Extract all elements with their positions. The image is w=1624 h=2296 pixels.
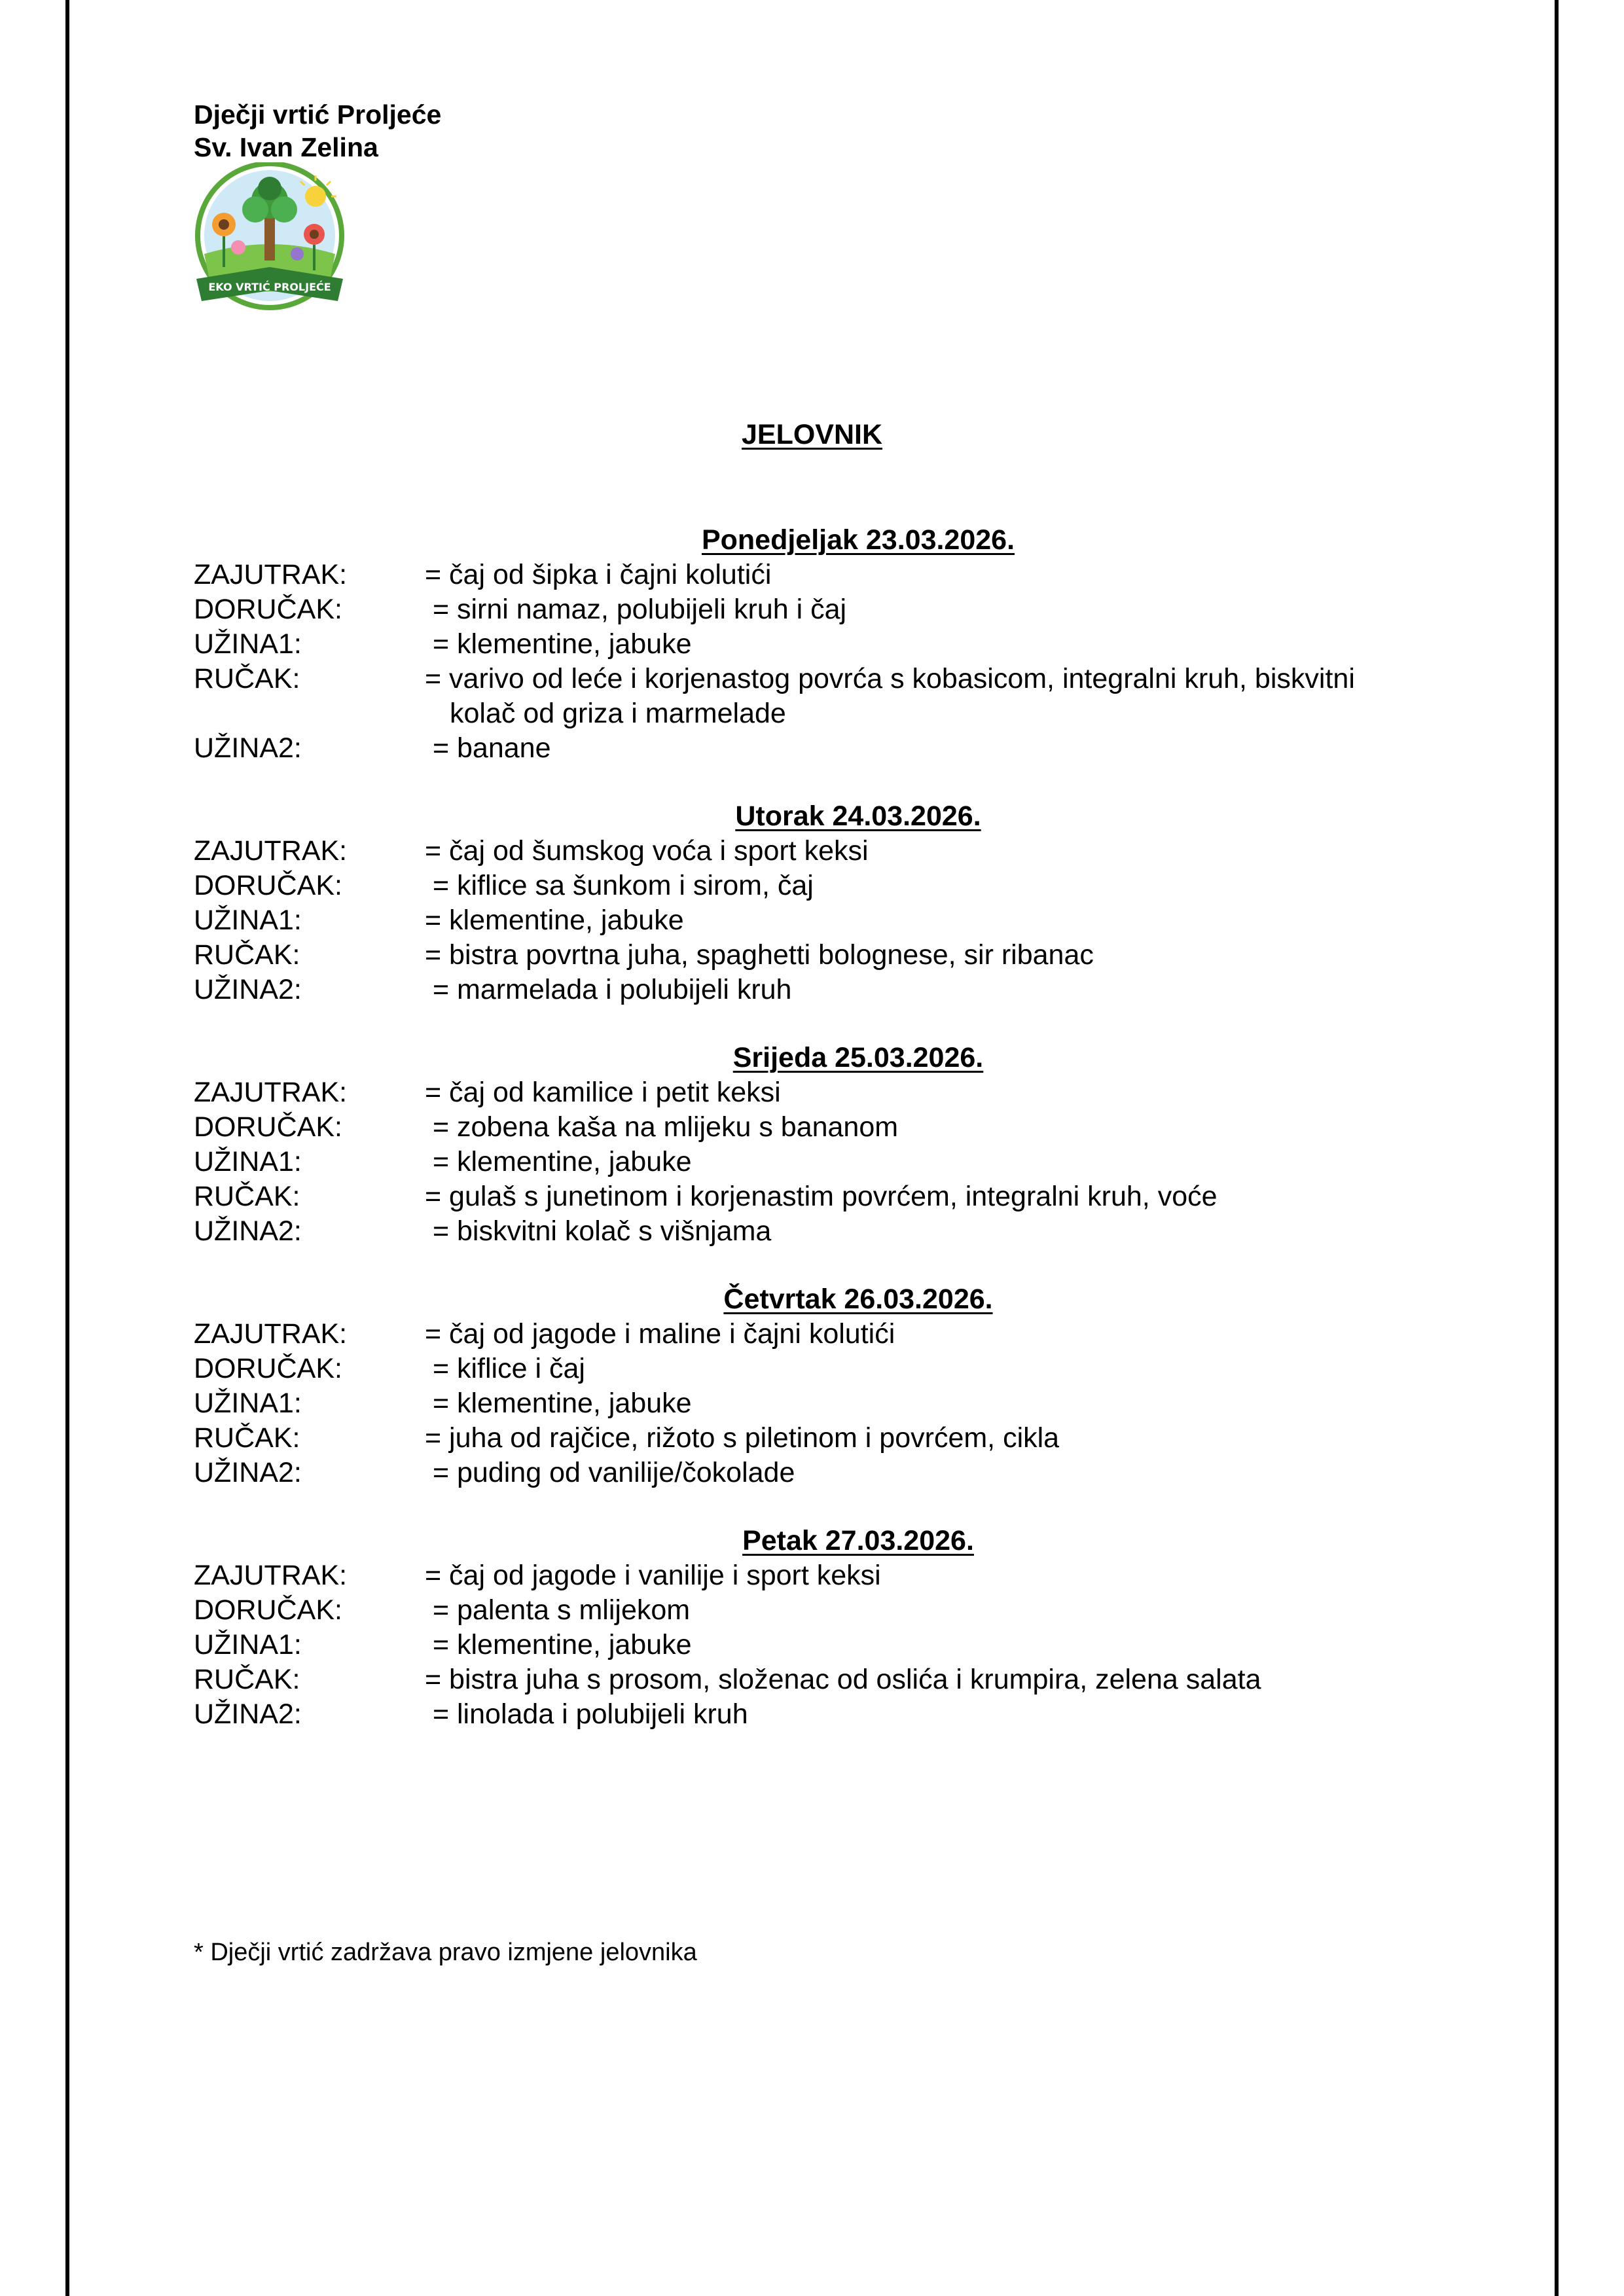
- meal-row: [194, 1214, 1477, 1249]
- meal-row: [194, 1386, 1477, 1421]
- meal-dish: = klementine, jabuke: [425, 1146, 692, 1177]
- day-title: Ponedjeljak 23.03.2026.: [701, 524, 1015, 556]
- meal-dish: = čaj od jagode i maline i čajni kolutići: [425, 1318, 895, 1350]
- meal-label: ZAJUTRAK:: [194, 1560, 348, 1591]
- page-border-left: [65, 0, 69, 2296]
- weekly-menu: [194, 522, 1477, 1765]
- meal-dish: = banane: [425, 732, 551, 764]
- meal-label: ZAJUTRAK:: [194, 1077, 348, 1108]
- page-title: JELOVNIK: [741, 419, 883, 450]
- meal-dish: = čaj od jagode i vanilije i sport keksi: [425, 1560, 881, 1591]
- meal-row: [194, 1628, 1477, 1662]
- meal-row: [194, 592, 1477, 627]
- meal-label: ZAJUTRAK:: [194, 559, 348, 590]
- meal-row: [194, 1593, 1477, 1628]
- meal-label: DORUČAK:: [194, 1594, 342, 1626]
- meal-label: UŽINA2:: [194, 974, 302, 1005]
- meal-dish: = juha od rajčice, rižoto s piletinom i povrćem, cikla: [425, 1422, 1060, 1454]
- kindergarten-name: Dječji vrtić Proljeće: [194, 99, 442, 130]
- meal-label: UŽINA2:: [194, 1215, 302, 1247]
- meal-label: RUČAK:: [194, 1422, 300, 1454]
- meal-label: UŽINA1:: [194, 1146, 302, 1177]
- meal-row: [194, 1317, 1477, 1352]
- meal-label: UŽINA2:: [194, 1698, 302, 1730]
- meal-row: [194, 973, 1477, 1007]
- day-title: Četvrtak 26.03.2026.: [723, 1283, 993, 1315]
- meal-label: DORUČAK:: [194, 870, 342, 901]
- meal-row: [194, 1558, 1477, 1593]
- day-section: [194, 1040, 1477, 1249]
- meal-label: UŽINA2:: [194, 732, 302, 764]
- meal-dish-continued: kolač od griza i marmelade: [450, 698, 786, 729]
- meal-row: [194, 1697, 1477, 1732]
- meal-row: [194, 1110, 1477, 1145]
- meal-dish: = gulaš s junetinom i korjenastim povrćem, integralni kruh, voće: [425, 1181, 1218, 1212]
- day-section: [194, 798, 1477, 1007]
- meal-dish: = puding od vanilije/čokolade: [425, 1457, 795, 1488]
- day-section: [194, 522, 1477, 766]
- meal-dish: = kiflice i čaj: [425, 1353, 585, 1384]
- meal-row: [194, 834, 1477, 869]
- meal-label: RUČAK:: [194, 1664, 300, 1695]
- meal-dish: = klementine, jabuke: [425, 905, 684, 936]
- meal-dish: = klementine, jabuke: [425, 628, 692, 660]
- meal-row: [194, 731, 1477, 766]
- meal-row: [194, 1662, 1477, 1697]
- day-section: [194, 1523, 1477, 1732]
- meal-row: [194, 903, 1477, 938]
- kindergarten-logo: [192, 162, 347, 317]
- meal-row: [194, 627, 1477, 662]
- meal-label: UŽINA1:: [194, 1629, 302, 1660]
- meal-row: [194, 938, 1477, 973]
- meal-label: ZAJUTRAK:: [194, 835, 348, 867]
- meal-dish: = zobena kaša na mlijeku s bananom: [425, 1111, 899, 1143]
- meal-label: UŽINA1:: [194, 1388, 302, 1419]
- meal-label: UŽINA1:: [194, 628, 302, 660]
- meal-label: DORUČAK:: [194, 594, 342, 625]
- meal-dish: = čaj od šumskog voća i sport keksi: [425, 835, 869, 867]
- meal-row: [194, 558, 1477, 592]
- meal-row: [194, 1456, 1477, 1490]
- meal-row: [194, 1145, 1477, 1179]
- meal-dish: = čaj od kamilice i petit keksi: [425, 1077, 781, 1108]
- meal-dish: = čaj od šipka i čajni kolutići: [425, 559, 772, 590]
- meal-row: [194, 662, 1477, 731]
- meal-row: [194, 1352, 1477, 1386]
- meal-label: UŽINA2:: [194, 1457, 302, 1488]
- day-title: Utorak 24.03.2026.: [735, 800, 981, 832]
- meal-row: [194, 1421, 1477, 1456]
- meal-label: UŽINA1:: [194, 905, 302, 936]
- meal-dish: = klementine, jabuke: [425, 1629, 692, 1660]
- page-border-right: [1555, 0, 1559, 2296]
- meal-dish: = linolada i polubijeli kruh: [425, 1698, 748, 1730]
- footnote: * Dječji vrtić zadržava pravo izmjene jelovnika: [194, 1939, 697, 1966]
- meal-label: DORUČAK:: [194, 1111, 342, 1143]
- day-title: Petak 27.03.2026.: [742, 1525, 974, 1556]
- meal-row: [194, 1179, 1477, 1214]
- document-header: [194, 98, 441, 164]
- meal-label: ZAJUTRAK:: [194, 1318, 348, 1350]
- kindergarten-location: Sv. Ivan Zelina: [194, 132, 378, 162]
- meal-row: [194, 1075, 1477, 1110]
- meal-dish: = klementine, jabuke: [425, 1388, 692, 1419]
- meal-dish: = marmelada i polubijeli kruh: [425, 974, 792, 1005]
- meal-row: [194, 869, 1477, 903]
- meal-dish: = kiflice sa šunkom i sirom, čaj: [425, 870, 814, 901]
- logo-text: EKO VRTIĆ PROLJEĆE: [208, 281, 331, 293]
- meal-label: RUČAK:: [194, 663, 300, 694]
- meal-dish: = biskvitni kolač s višnjama: [425, 1215, 772, 1247]
- meal-label: RUČAK:: [194, 1181, 300, 1212]
- meal-dish: = palenta s mlijekom: [425, 1594, 691, 1626]
- meal-dish: = bistra juha s prosom, složenac od oslića i krumpira, zelena salata: [425, 1664, 1261, 1695]
- meal-label: RUČAK:: [194, 939, 300, 971]
- meal-dish: = varivo od leće i korjenastog povrća s kobasicom, integralni kruh, biskvitni kolač od griza i marmelade: [425, 662, 1477, 731]
- day-title: Srijeda 25.03.2026.: [732, 1042, 984, 1073]
- meal-dish: = sirni namaz, polubijeli kruh i čaj: [425, 594, 847, 625]
- day-section: [194, 1282, 1477, 1490]
- meal-label: DORUČAK:: [194, 1353, 342, 1384]
- meal-dish: = bistra povrtna juha, spaghetti bolognese, sir ribanac: [425, 939, 1094, 971]
